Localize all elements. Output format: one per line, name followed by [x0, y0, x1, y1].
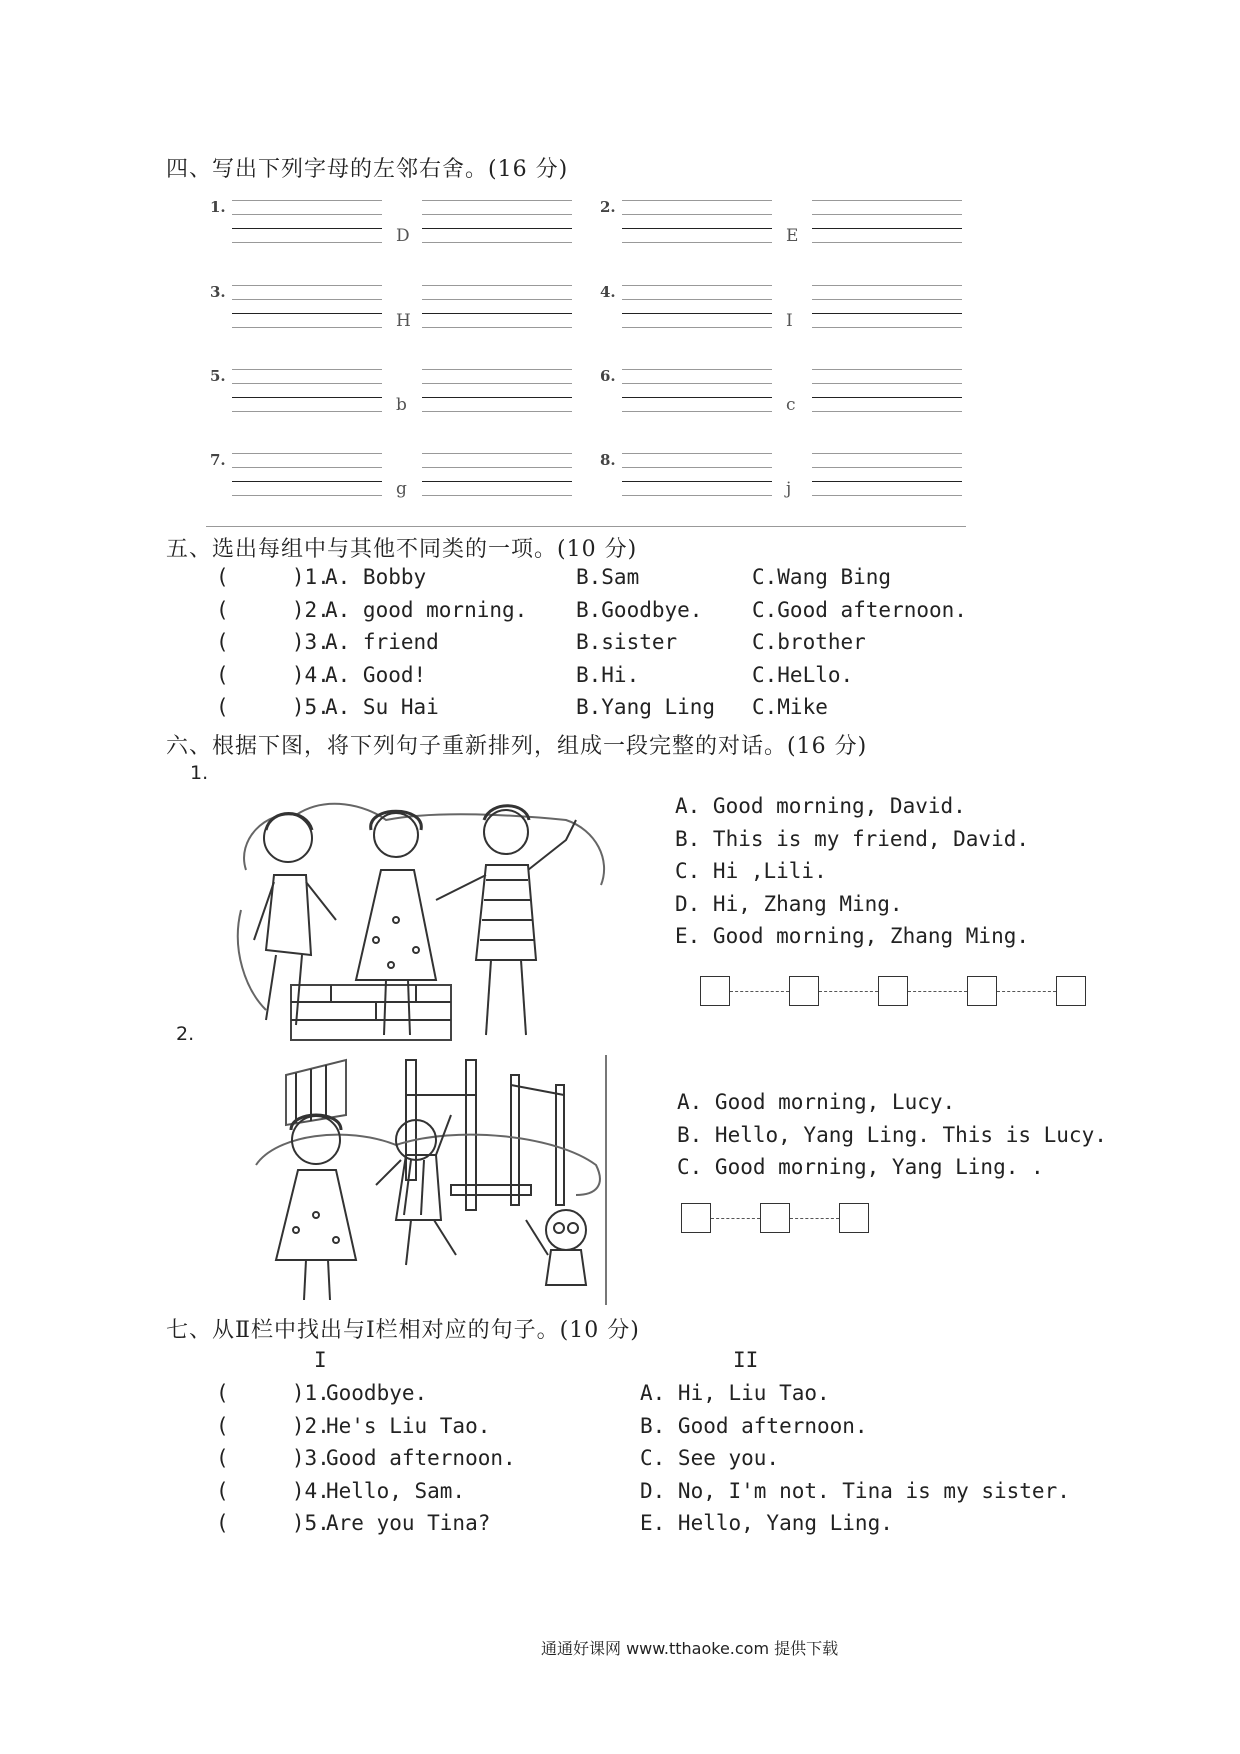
left-neighbor-line[interactable]: [622, 242, 772, 243]
left-neighbor-line[interactable]: [232, 369, 382, 370]
connector-dash: [819, 991, 878, 992]
connector-dash: [730, 991, 789, 992]
option-b: B.Yang Ling: [576, 695, 716, 719]
column-2-sentence: D. No, I'm not. Tina is my sister.: [640, 1478, 1070, 1503]
right-neighbor-line[interactable]: [812, 481, 962, 482]
answer-bracket[interactable]: ( )4.: [216, 1478, 330, 1503]
order-answer-box[interactable]: [700, 976, 730, 1006]
option-c: C.Mike: [752, 695, 828, 719]
connector-dash: [790, 1218, 839, 1219]
order-answer-box[interactable]: [760, 1203, 790, 1233]
left-neighbor-line[interactable]: [622, 453, 772, 454]
right-neighbor-line[interactable]: [812, 495, 962, 496]
item-number: 6.: [600, 367, 616, 385]
answer-bracket[interactable]: ( )1.: [216, 565, 330, 589]
option-a: A. Su Hai: [325, 695, 439, 719]
right-neighbor-line[interactable]: [422, 228, 572, 229]
left-neighbor-line[interactable]: [622, 369, 772, 370]
item-number: 8.: [600, 451, 616, 469]
left-neighbor-line[interactable]: [232, 313, 382, 314]
section-6-title: 六、根据下图，将下列句子重新排列，组成一段完整的对话。(16 分): [166, 734, 868, 759]
answer-bracket[interactable]: ( )3.: [216, 630, 330, 654]
column-2-sentence: C. See you.: [640, 1446, 780, 1470]
left-neighbor-line[interactable]: [232, 383, 382, 384]
column-2-sentence: E. Hello, Yang Ling.: [640, 1511, 893, 1535]
left-neighbor-line[interactable]: [622, 495, 772, 496]
column-2-header: II: [733, 1348, 759, 1372]
item-number: 3.: [210, 283, 226, 301]
left-neighbor-line[interactable]: [232, 411, 382, 412]
option-a: A. good morning.: [325, 597, 528, 622]
right-neighbor-line[interactable]: [422, 299, 572, 300]
given-letter: g: [396, 479, 407, 499]
dialogue-option: A. Good morning, Lucy.: [677, 1090, 956, 1114]
left-neighbor-line[interactable]: [622, 299, 772, 300]
left-neighbor-line[interactable]: [232, 467, 382, 468]
option-b: B.Hi.: [576, 662, 640, 687]
item-number: 2.: [600, 198, 616, 216]
page-footer: 通通好课网 www.tthaoke.com 提供下载: [541, 1639, 839, 1658]
given-letter: b: [396, 395, 407, 415]
right-neighbor-line[interactable]: [422, 285, 572, 286]
left-neighbor-line[interactable]: [622, 200, 772, 201]
section-4-title: 四、写出下列字母的左邻右舍。(16 分): [166, 157, 569, 182]
given-letter: I: [786, 311, 793, 331]
right-neighbor-line[interactable]: [422, 369, 572, 370]
given-letter: E: [786, 226, 799, 246]
question-1-number: 1.: [190, 762, 209, 784]
dialogue-option: D. Hi, Zhang Ming.: [675, 891, 903, 916]
order-answer-box[interactable]: [967, 976, 997, 1006]
column-1-sentence: Goodbye.: [326, 1381, 428, 1405]
option-c: C.brother: [752, 630, 866, 654]
answer-bracket[interactable]: ( )4.: [216, 662, 330, 687]
left-neighbor-line[interactable]: [232, 481, 382, 482]
right-neighbor-line[interactable]: [812, 369, 962, 370]
column-2-sentence: B. Good afternoon.: [640, 1413, 868, 1438]
left-neighbor-line[interactable]: [232, 397, 382, 398]
dialogue-option: C. Hi ,Lili.: [675, 859, 827, 883]
answer-bracket[interactable]: ( )5.: [216, 1511, 330, 1535]
left-neighbor-line[interactable]: [622, 467, 772, 468]
right-neighbor-line[interactable]: [422, 313, 572, 314]
answer-bracket[interactable]: ( )2.: [216, 597, 330, 622]
option-a: A. friend: [325, 630, 439, 654]
left-neighbor-line[interactable]: [622, 228, 772, 229]
item-number: 1.: [210, 198, 226, 216]
right-neighbor-line[interactable]: [812, 327, 962, 328]
answer-bracket[interactable]: ( )2.: [216, 1413, 330, 1438]
connector-dash: [908, 991, 967, 992]
option-c: C.HeLlo.: [752, 662, 854, 687]
section-7-title: 七、从Ⅱ栏中找出与Ⅰ栏相对应的句子。(10 分): [166, 1318, 640, 1343]
left-neighbor-line[interactable]: [232, 495, 382, 496]
left-neighbor-line[interactable]: [232, 453, 382, 454]
dialogue-option: E. Good morning, Zhang Ming.: [675, 924, 1030, 948]
right-neighbor-line[interactable]: [812, 214, 962, 215]
left-neighbor-line[interactable]: [622, 285, 772, 286]
answer-bracket[interactable]: ( )5.: [216, 695, 330, 719]
right-neighbor-line[interactable]: [812, 383, 962, 384]
dialogue-option: C. Good morning, Yang Ling. .: [677, 1155, 1044, 1179]
item-number: 4.: [600, 283, 616, 301]
given-letter: j: [786, 479, 792, 499]
right-neighbor-line[interactable]: [812, 200, 962, 201]
option-b: B.sister: [576, 630, 678, 654]
option-b: B.Sam: [576, 565, 640, 589]
left-neighbor-line[interactable]: [622, 383, 772, 384]
dialogue-option: B. Hello, Yang Ling. This is Lucy.: [677, 1122, 1107, 1147]
left-neighbor-line[interactable]: [232, 242, 382, 243]
option-c: C.Wang Bing: [752, 565, 892, 589]
right-neighbor-line[interactable]: [812, 313, 962, 314]
right-neighbor-line[interactable]: [812, 453, 962, 454]
left-neighbor-line[interactable]: [622, 313, 772, 314]
order-answer-box[interactable]: [789, 976, 819, 1006]
right-neighbor-line[interactable]: [812, 397, 962, 398]
left-neighbor-line[interactable]: [232, 327, 382, 328]
column-1-sentence: Hello, Sam.: [326, 1478, 466, 1503]
column-1-header: I: [314, 1348, 327, 1372]
given-letter: c: [786, 395, 796, 415]
item-number: 7.: [210, 451, 226, 469]
left-neighbor-line[interactable]: [232, 285, 382, 286]
left-neighbor-line[interactable]: [232, 228, 382, 229]
section-5-title: 五、选出每组中与其他不同类的一项。(10 分): [166, 537, 638, 562]
given-letter: D: [396, 226, 410, 246]
grid-bottom-rule: [206, 526, 966, 527]
right-neighbor-line[interactable]: [812, 228, 962, 229]
right-neighbor-line[interactable]: [422, 214, 572, 215]
option-c: C.Good afternoon.: [752, 597, 967, 622]
option-a: A. Bobby: [325, 565, 427, 589]
right-neighbor-line[interactable]: [422, 397, 572, 398]
right-neighbor-line[interactable]: [422, 467, 572, 468]
dialogue-option: A. Good morning, David.: [675, 794, 966, 818]
right-neighbor-line[interactable]: [812, 242, 962, 243]
answer-bracket[interactable]: ( )1.: [216, 1381, 330, 1405]
left-neighbor-line[interactable]: [622, 411, 772, 412]
column-2-sentence: A. Hi, Liu Tao.: [640, 1381, 830, 1405]
left-neighbor-line[interactable]: [232, 299, 382, 300]
left-neighbor-line[interactable]: [622, 481, 772, 482]
left-neighbor-line[interactable]: [622, 214, 772, 215]
right-neighbor-line[interactable]: [812, 467, 962, 468]
connector-dash: [711, 1218, 760, 1219]
given-letter: H: [396, 311, 411, 331]
left-neighbor-line[interactable]: [232, 214, 382, 215]
item-number: 5.: [210, 367, 226, 385]
order-answer-box[interactable]: [878, 976, 908, 1006]
left-neighbor-line[interactable]: [622, 327, 772, 328]
right-neighbor-line[interactable]: [422, 327, 572, 328]
picture-three-children: [236, 790, 616, 1052]
dialogue-option: B. This is my friend, David.: [675, 826, 1030, 851]
question-2-number: 2.: [176, 1023, 195, 1045]
picture-playground: [236, 1055, 612, 1305]
order-answer-box[interactable]: [839, 1203, 869, 1233]
option-a: A. Good!: [325, 662, 427, 687]
column-1-sentence: Are you Tina?: [326, 1511, 491, 1535]
column-1-sentence: He's Liu Tao.: [326, 1413, 491, 1438]
column-1-sentence: Good afternoon.: [326, 1446, 516, 1470]
option-b: B.Goodbye.: [576, 597, 703, 622]
order-answer-box[interactable]: [1056, 976, 1086, 1006]
right-neighbor-line[interactable]: [422, 383, 572, 384]
connector-dash: [997, 991, 1056, 992]
answer-bracket[interactable]: ( )3.: [216, 1446, 330, 1470]
left-neighbor-line[interactable]: [232, 200, 382, 201]
right-neighbor-line[interactable]: [812, 299, 962, 300]
right-neighbor-line[interactable]: [812, 411, 962, 412]
right-neighbor-line[interactable]: [422, 495, 572, 496]
right-neighbor-line[interactable]: [422, 453, 572, 454]
right-neighbor-line[interactable]: [422, 411, 572, 412]
left-neighbor-line[interactable]: [622, 397, 772, 398]
right-neighbor-line[interactable]: [812, 285, 962, 286]
right-neighbor-line[interactable]: [422, 200, 572, 201]
right-neighbor-line[interactable]: [422, 242, 572, 243]
right-neighbor-line[interactable]: [422, 481, 572, 482]
order-answer-box[interactable]: [681, 1203, 711, 1233]
